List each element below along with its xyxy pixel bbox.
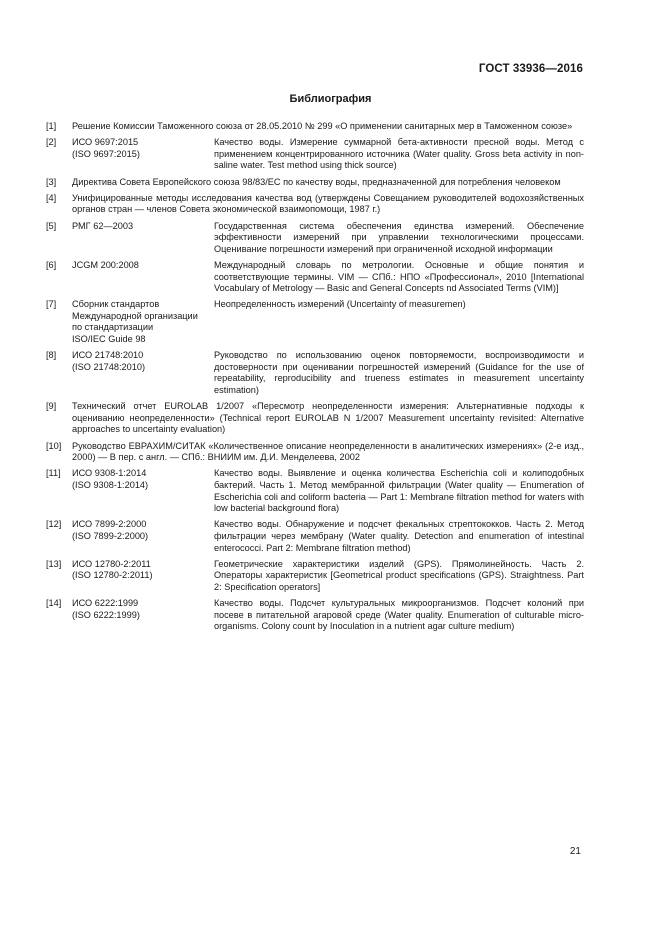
reference-description: Качество воды. Подсчет культуральных микроорганизмов. Подсчет колоний при посеве в питательной агаровой среде (Water quality. Enumeration of culturable micro-organisms. Colony count by Inoculation in a nutrient agar culture medium) bbox=[214, 598, 584, 632]
reference-standard-line: Международной организации bbox=[72, 310, 198, 321]
reference-standard-line: Сборник стандартов bbox=[72, 299, 160, 310]
reference-text: Директива Совета Европейского союза 98/83/ЕС по качеству воды, предназначенной для потребления человеком bbox=[72, 176, 561, 187]
reference-standard bbox=[72, 350, 214, 396]
reference-item bbox=[46, 559, 584, 594]
reference-text: Решение Комиссии Таможенного союза от 28.05.2010 № 299 «О применении санитарных мер в Таможенном союзе» bbox=[72, 121, 573, 131]
reference-number: [13] bbox=[46, 558, 62, 569]
reference-row bbox=[72, 598, 584, 633]
bibliography-title: Библиография bbox=[289, 93, 372, 105]
reference-row bbox=[72, 299, 584, 345]
reference-item bbox=[46, 221, 584, 256]
reference-number: [5] bbox=[46, 220, 57, 231]
reference-number: [4] bbox=[46, 192, 57, 203]
reference-standard-line: (ISO 21748:2010) bbox=[72, 361, 146, 372]
reference-row bbox=[72, 221, 584, 256]
reference-item bbox=[46, 598, 584, 633]
reference-number: [1] bbox=[46, 121, 57, 131]
reference-item bbox=[46, 519, 584, 554]
reference-standard bbox=[72, 299, 214, 345]
reference-item bbox=[46, 401, 584, 436]
reference-standard-line: (ISO 7899-2:2000) bbox=[72, 530, 149, 541]
reference-number: [9] bbox=[46, 401, 57, 412]
reference-number: [14] bbox=[46, 598, 62, 609]
reference-list bbox=[46, 121, 584, 637]
reference-standard-line: ИСО 9697:2015 bbox=[72, 137, 139, 148]
reference-standard-line: РМГ 62—2003 bbox=[72, 220, 134, 231]
reference-item bbox=[46, 193, 584, 216]
reference-item bbox=[46, 177, 584, 189]
reference-row bbox=[72, 519, 584, 554]
reference-item bbox=[46, 468, 584, 514]
reference-number: [7] bbox=[46, 299, 57, 310]
reference-standard-line: JCGM 200:2008 bbox=[72, 259, 139, 270]
reference-standard-line: ИСО 9308-1:2014 bbox=[72, 468, 147, 479]
document-code: ГОСТ 33936—2016 bbox=[478, 63, 583, 75]
reference-number: [11] bbox=[46, 468, 61, 479]
reference-row bbox=[72, 559, 584, 594]
reference-standard-line: ISO/IEC Guide 98 bbox=[72, 334, 146, 345]
reference-number: [8] bbox=[46, 350, 57, 361]
reference-description: Государственная система обеспечения единства измерений. Обеспечение эффективности измерений при управлении технологическими процессами. Оценивание погрешности измерений при ограниченной исходной информации bbox=[214, 220, 584, 254]
reference-standard-line: (ISO 9697:2015) bbox=[72, 148, 140, 159]
reference-number: [3] bbox=[46, 176, 57, 187]
reference-item bbox=[46, 350, 584, 396]
reference-description: Качество воды. Измерение суммарной бета-активности пресной воды. Метод с применением концентрированного источника (Water quality. Gross beta activity in non-saline water. Test method using thick source) bbox=[214, 137, 584, 171]
reference-text: Технический отчет EUROLAB 1/2007 «Пересмотр неопределенности измерения: Альтернативные подходы к оцениванию неопределенности» (Technical report EUROLAB N 1/2007 Measurement uncertainty revisited: Alternative approaches to uncertainty evaluation) bbox=[72, 401, 584, 435]
reference-item bbox=[46, 121, 584, 133]
reference-row bbox=[72, 260, 584, 295]
reference-standard-line: (ISO 9308-1:2014) bbox=[72, 479, 149, 490]
reference-description: Качество воды. Обнаружение и подсчет фекальных стрептококков. Часть 2. Метод фильтрации через мембрану (Water quality. Detection and enumeration of intestinal enterococci. Part 2: Membrane filtration method) bbox=[214, 519, 584, 553]
reference-standard bbox=[72, 559, 214, 594]
reference-row bbox=[72, 137, 584, 172]
reference-number: [6] bbox=[46, 259, 57, 270]
reference-item bbox=[46, 260, 584, 295]
reference-standard-line: (ISO 6222:1999) bbox=[72, 609, 140, 620]
reference-description: Руководство по использованию оценок повторяемости, воспроизводимости и достоверности при оценивании погрешностей измерений (Guidance for the use of repeatability, reproducibility and trueness estimates in measurement uncertainty estimation) bbox=[214, 350, 584, 396]
reference-item bbox=[46, 299, 584, 345]
reference-item bbox=[46, 441, 584, 464]
reference-description: Геометрические характеристики изделий (GPS). Прямолинейность. Часть 2. Операторы характеристик [Geometrical product specifications (GPS). Straightness. Part 2: Specification operators] bbox=[214, 558, 584, 592]
reference-standard bbox=[72, 519, 214, 554]
reference-text: Унифицированные методы исследования качества вод (утверждены Совещанием руководителей водохозяйственных органов стран — членов Совета экономической взаимопомощи, 1987 г.) bbox=[72, 192, 584, 215]
page-number: 21 bbox=[569, 846, 581, 857]
reference-row bbox=[72, 468, 584, 514]
reference-text: Руководство ЕВРАХИМ/СИТАК «Количественное описание неопределенности в аналитических измерениях» (2-е изд., 2000) — В пер. с англ. — СПб.: ВНИИМ им. Д.И. Менделеева, 2002 bbox=[72, 440, 584, 463]
reference-item bbox=[46, 137, 584, 172]
reference-standard bbox=[72, 598, 214, 633]
reference-standard bbox=[72, 468, 214, 514]
reference-row bbox=[72, 350, 584, 396]
reference-description: Неопределенность измерений (Uncertainty of measuremen) bbox=[214, 299, 466, 310]
reference-description: Качество воды. Выявление и оценка количества Escherichia coli и колиподобных бактерий. Часть 1. Метод мембранной фильтрации (Water quality — Enumeration of Escherichia coli and coliform bacteria — Part 1: Membrane filtration method for waters with low bacterial background flora) bbox=[214, 468, 584, 514]
reference-standard-line: по стандартизации bbox=[72, 322, 154, 333]
reference-standard bbox=[72, 221, 214, 256]
reference-standard-line: ИСО 21748:2010 bbox=[72, 350, 144, 361]
reference-number: [12] bbox=[46, 519, 62, 530]
reference-standard bbox=[72, 137, 214, 172]
reference-standard-line: (ISO 12780-2:2011) bbox=[72, 570, 153, 581]
reference-standard-line: ИСО 6222:1999 bbox=[72, 598, 139, 609]
reference-standard-line: ИСО 7899-2:2000 bbox=[72, 519, 147, 530]
reference-standard bbox=[72, 260, 214, 295]
reference-standard-line: ИСО 12780-2:2011 bbox=[72, 558, 151, 569]
reference-description: Международный словарь по метрологии. Основные и общие понятия и соответствующие термины. VIM — СПб.: НПО «Профессионал», 2010 [International Vocabulary of Metrology — Basic and General Concepts nd Associated Terms (VIM)] bbox=[214, 259, 584, 294]
reference-number: [2] bbox=[46, 137, 57, 148]
reference-number: [10] bbox=[46, 440, 62, 451]
